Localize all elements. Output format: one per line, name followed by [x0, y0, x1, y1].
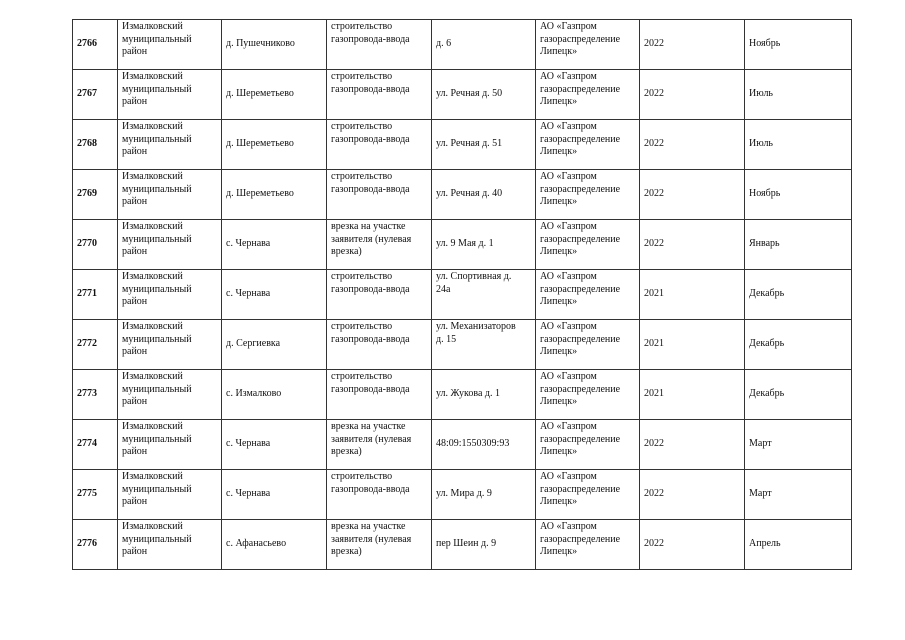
work-type-cell-line: врезка на участке	[331, 221, 406, 232]
month-cell: Ноябрь	[745, 170, 852, 220]
row-number: 2775	[73, 470, 118, 520]
organization-cell	[536, 370, 640, 420]
organization-cell	[536, 20, 640, 70]
work-type-cell-line: газопровода-ввода	[331, 133, 410, 145]
district-cell-line: Измалковский	[122, 371, 183, 382]
settlement-cell: с. Чернава	[222, 420, 327, 470]
district-cell-line: муниципальный	[122, 183, 192, 195]
district-cell	[118, 420, 222, 470]
address-cell	[432, 320, 536, 370]
district-cell-line: Измалковский	[122, 21, 183, 32]
work-type-cell-line: строительство	[331, 471, 393, 482]
organization-cell	[536, 320, 640, 370]
district-cell-line: муниципальный	[122, 83, 192, 95]
year-cell: 2021	[640, 320, 745, 370]
table-row	[73, 220, 852, 270]
district-cell	[118, 220, 222, 270]
address-cell-line: пер Шеин д. 9	[436, 538, 497, 550]
district-cell-line: муниципальный	[122, 133, 192, 145]
organization-cell-line: газораспределение	[540, 83, 621, 95]
district-cell-line: Измалковский	[122, 421, 183, 432]
organization-cell	[536, 120, 640, 170]
settlement-cell: д. Сергиевка	[222, 320, 327, 370]
district-cell	[118, 270, 222, 320]
settlement-cell: с. Чернава	[222, 270, 327, 320]
organization-cell-line: Липецк»	[540, 46, 578, 57]
address-cell	[432, 170, 536, 220]
organization-cell-line: газораспределение	[540, 383, 621, 395]
work-type-cell-line: газопровода-ввода	[331, 83, 410, 95]
work-type-cell-line: врезка)	[331, 446, 362, 457]
row-number: 2769	[73, 170, 118, 220]
settlement-cell: д. Шереметьево	[222, 70, 327, 120]
year-cell: 2022	[640, 70, 745, 120]
organization-cell-line: АО «Газпром	[540, 121, 597, 132]
organization-cell	[536, 470, 640, 520]
settlement-cell: д. Шереметьево	[222, 120, 327, 170]
organization-cell-line: Липецк»	[540, 496, 578, 507]
month-cell: Март	[745, 470, 852, 520]
organization-cell-line: АО «Газпром	[540, 521, 597, 532]
district-cell	[118, 520, 222, 570]
district-cell	[118, 120, 222, 170]
organization-cell	[536, 170, 640, 220]
month-cell: Декабрь	[745, 320, 852, 370]
month-cell: Декабрь	[745, 270, 852, 320]
work-type-cell-line: газопровода-ввода	[331, 383, 410, 395]
table-body	[73, 20, 852, 570]
district-cell-line: район	[122, 196, 148, 207]
district-cell-line: Измалковский	[122, 171, 183, 182]
work-type-cell-line: строительство	[331, 271, 393, 282]
district-cell-line: Измалковский	[122, 271, 183, 282]
work-type-cell	[327, 220, 432, 270]
organization-cell-line: Липецк»	[540, 296, 578, 307]
organization-cell	[536, 270, 640, 320]
organization-cell-line: Липецк»	[540, 546, 578, 557]
organization-cell	[536, 70, 640, 120]
year-cell: 2022	[640, 20, 745, 70]
organization-cell-line: газораспределение	[540, 133, 621, 145]
work-type-cell-line: врезка)	[331, 246, 362, 257]
organization-cell-line: АО «Газпром	[540, 271, 597, 282]
district-cell	[118, 170, 222, 220]
district-cell-line: район	[122, 446, 148, 457]
organization-cell-line: АО «Газпром	[540, 321, 597, 332]
table-row	[73, 120, 852, 170]
organization-cell-line: Липецк»	[540, 396, 578, 407]
organization-cell-line: газораспределение	[540, 233, 621, 245]
address-cell-line: ул. Мира д. 9	[436, 488, 492, 500]
row-number: 2767	[73, 70, 118, 120]
work-type-cell	[327, 20, 432, 70]
work-type-cell	[327, 170, 432, 220]
row-number: 2772	[73, 320, 118, 370]
year-cell: 2022	[640, 520, 745, 570]
work-type-cell	[327, 270, 432, 320]
address-cell	[432, 20, 536, 70]
district-cell-line: район	[122, 46, 148, 57]
district-cell	[118, 70, 222, 120]
work-type-cell-line: строительство	[331, 121, 393, 132]
organization-cell-line: Липецк»	[540, 96, 578, 107]
work-type-cell-line: врезка на участке	[331, 421, 406, 432]
address-cell-line: ул. Спортивная д.	[436, 271, 512, 282]
table-row	[73, 420, 852, 470]
address-cell	[432, 370, 536, 420]
month-cell: Ноябрь	[745, 20, 852, 70]
organization-cell-line: газораспределение	[540, 433, 621, 445]
district-cell-line: муниципальный	[122, 283, 192, 295]
address-cell	[432, 270, 536, 320]
organization-cell-line: газораспределение	[540, 483, 621, 495]
table-row	[73, 370, 852, 420]
district-cell-line: Измалковский	[122, 71, 183, 82]
organization-cell-line: Липецк»	[540, 446, 578, 457]
work-type-cell-line: заявителя (нулевая	[331, 433, 412, 445]
address-cell	[432, 420, 536, 470]
table-row	[73, 520, 852, 570]
district-cell	[118, 20, 222, 70]
work-type-cell	[327, 420, 432, 470]
address-cell-line: д. 6	[436, 38, 452, 50]
district-cell-line: муниципальный	[122, 533, 192, 545]
month-cell: Апрель	[745, 520, 852, 570]
organization-cell-line: АО «Газпром	[540, 471, 597, 482]
year-cell: 2021	[640, 370, 745, 420]
organization-cell-line: Липецк»	[540, 246, 578, 257]
work-type-cell	[327, 370, 432, 420]
row-number: 2773	[73, 370, 118, 420]
district-cell-line: район	[122, 496, 148, 507]
address-cell-line: ул. Жукова д. 1	[436, 388, 500, 400]
work-type-cell-line: строительство	[331, 171, 393, 182]
organization-cell-line: АО «Газпром	[540, 421, 597, 432]
year-cell: 2022	[640, 170, 745, 220]
district-cell-line: Измалковский	[122, 521, 183, 532]
month-cell: Январь	[745, 220, 852, 270]
month-cell: Июль	[745, 120, 852, 170]
table-row	[73, 470, 852, 520]
year-cell: 2022	[640, 120, 745, 170]
row-number: 2770	[73, 220, 118, 270]
row-number: 2774	[73, 420, 118, 470]
settlement-cell: с. Измалково	[222, 370, 327, 420]
work-type-cell-line: строительство	[331, 371, 393, 382]
organization-cell-line: АО «Газпром	[540, 171, 597, 182]
work-type-cell-line: строительство	[331, 71, 393, 82]
row-number: 2768	[73, 120, 118, 170]
organization-cell-line: Липецк»	[540, 346, 578, 357]
organization-cell-line: газораспределение	[540, 333, 621, 345]
address-cell-line: ул. Механизаторов	[436, 321, 516, 332]
district-cell-line: муниципальный	[122, 433, 192, 445]
district-cell-line: муниципальный	[122, 383, 192, 395]
work-type-cell-line: строительство	[331, 21, 393, 32]
district-cell-line: район	[122, 546, 148, 557]
table-row	[73, 270, 852, 320]
work-type-cell-line: газопровода-ввода	[331, 33, 410, 45]
work-type-cell	[327, 470, 432, 520]
district-cell-line: Измалковский	[122, 221, 183, 232]
organization-cell-line: Липецк»	[540, 196, 578, 207]
table-row	[73, 70, 852, 120]
work-type-cell-line: газопровода-ввода	[331, 333, 410, 345]
address-cell	[432, 120, 536, 170]
organization-cell-line: АО «Газпром	[540, 71, 597, 82]
organization-cell-line: АО «Газпром	[540, 221, 597, 232]
district-cell-line: район	[122, 146, 148, 157]
organization-cell-line: газораспределение	[540, 33, 621, 45]
district-cell-line: район	[122, 296, 148, 307]
district-cell-line: Измалковский	[122, 121, 183, 132]
table-row	[73, 170, 852, 220]
district-cell-line: район	[122, 346, 148, 357]
year-cell: 2021	[640, 270, 745, 320]
work-type-cell-line: заявителя (нулевая	[331, 533, 412, 545]
work-type-cell-line: врезка)	[331, 546, 362, 557]
year-cell: 2022	[640, 420, 745, 470]
year-cell: 2022	[640, 470, 745, 520]
district-cell-line: Измалковский	[122, 321, 183, 332]
table-row	[73, 20, 852, 70]
row-number: 2766	[73, 20, 118, 70]
work-type-cell-line: газопровода-ввода	[331, 183, 410, 195]
work-type-cell	[327, 120, 432, 170]
district-cell-line: район	[122, 246, 148, 257]
organization-cell-line: АО «Газпром	[540, 371, 597, 382]
address-cell	[432, 70, 536, 120]
organization-cell-line: АО «Газпром	[540, 21, 597, 32]
settlement-cell: с. Чернава	[222, 470, 327, 520]
work-type-cell-line: газопровода-ввода	[331, 283, 410, 295]
settlement-cell: д. Пушечниково	[222, 20, 327, 70]
address-cell	[432, 520, 536, 570]
work-type-cell-line: строительство	[331, 321, 393, 332]
organization-cell	[536, 420, 640, 470]
work-type-cell	[327, 320, 432, 370]
month-cell: Март	[745, 420, 852, 470]
row-number: 2771	[73, 270, 118, 320]
settlement-cell: с. Афанасьево	[222, 520, 327, 570]
work-type-cell-line: газопровода-ввода	[331, 483, 410, 495]
work-type-cell-line: врезка на участке	[331, 521, 406, 532]
work-type-cell-line: заявителя (нулевая	[331, 233, 412, 245]
address-cell	[432, 470, 536, 520]
address-cell-line: д. 15	[436, 333, 457, 345]
district-cell-line: муниципальный	[122, 233, 192, 245]
district-cell-line: Измалковский	[122, 471, 183, 482]
organization-cell-line: газораспределение	[540, 533, 621, 545]
settlement-cell: с. Чернава	[222, 220, 327, 270]
row-number: 2776	[73, 520, 118, 570]
address-cell	[432, 220, 536, 270]
settlement-cell: д. Шереметьево	[222, 170, 327, 220]
organization-cell	[536, 220, 640, 270]
organization-cell-line: газораспределение	[540, 183, 621, 195]
work-type-cell	[327, 520, 432, 570]
address-cell-line: ул. Речная д. 51	[436, 138, 503, 150]
district-cell	[118, 370, 222, 420]
organization-cell	[536, 520, 640, 570]
organization-cell-line: Липецк»	[540, 146, 578, 157]
district-cell-line: район	[122, 396, 148, 407]
table-row	[73, 320, 852, 370]
district-cell	[118, 470, 222, 520]
address-cell-line: ул. Речная д. 50	[436, 88, 503, 100]
organization-cell-line: газораспределение	[540, 283, 621, 295]
district-cell	[118, 320, 222, 370]
year-cell: 2022	[640, 220, 745, 270]
address-cell-line: 24а	[436, 283, 451, 295]
work-type-cell	[327, 70, 432, 120]
district-cell-line: муниципальный	[122, 483, 192, 495]
registry-table	[72, 19, 852, 570]
month-cell: Июль	[745, 70, 852, 120]
address-cell-line: 48:09:1550309:93	[436, 438, 510, 450]
address-cell-line: ул. Речная д. 40	[436, 188, 503, 200]
district-cell-line: район	[122, 96, 148, 107]
address-cell-line: ул. 9 Мая д. 1	[436, 238, 494, 250]
district-cell-line: муниципальный	[122, 33, 192, 45]
district-cell-line: муниципальный	[122, 333, 192, 345]
month-cell: Декабрь	[745, 370, 852, 420]
